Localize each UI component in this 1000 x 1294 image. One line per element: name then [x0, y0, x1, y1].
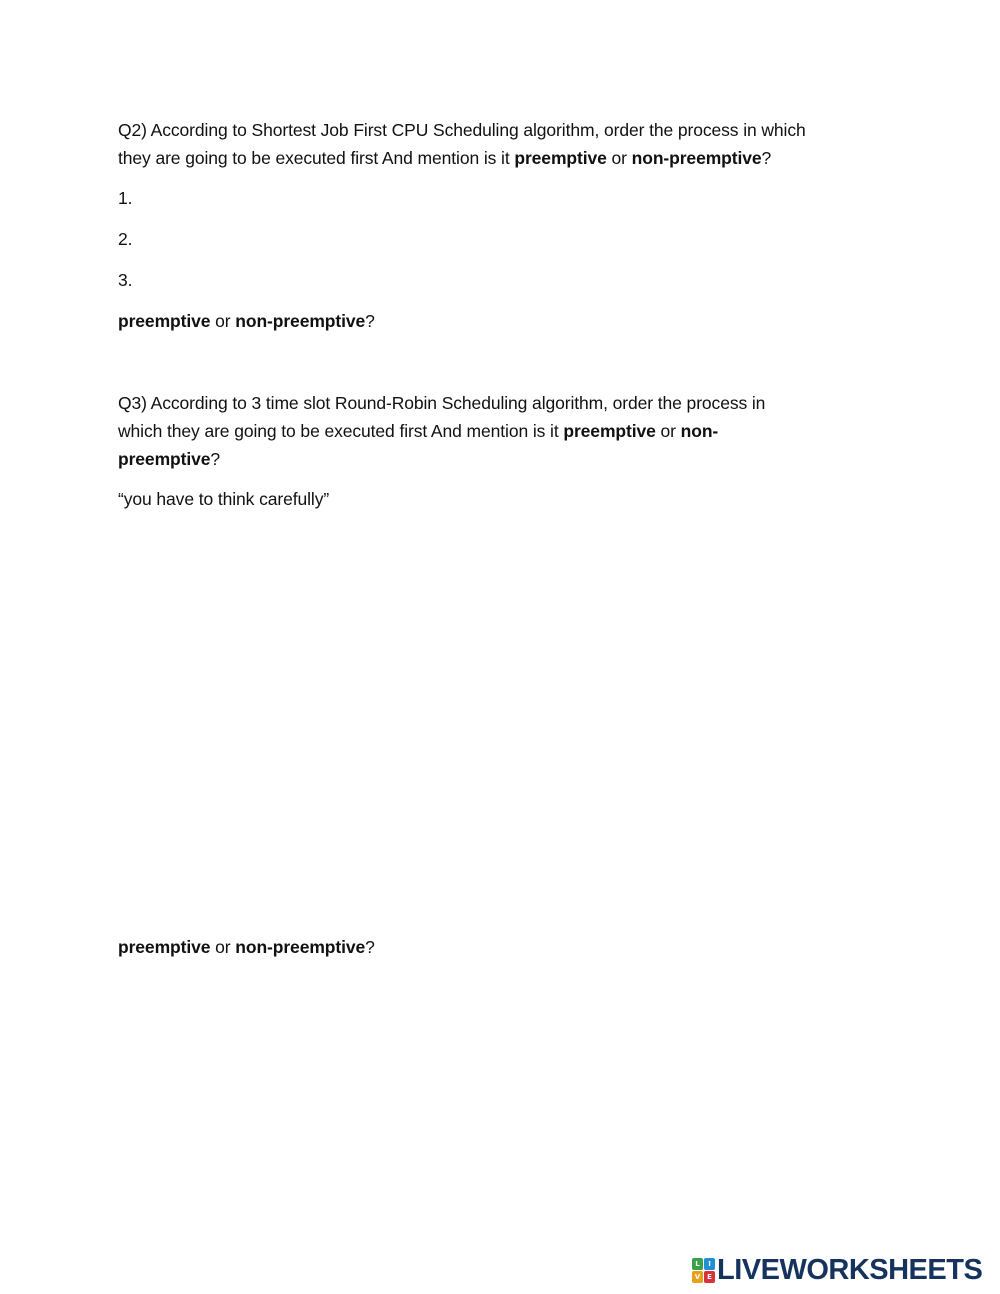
- option-non-preemptive-part-2: preemptive: [118, 449, 211, 469]
- or-word: or: [606, 148, 632, 168]
- q2-preemptive-choice[interactable]: [118, 307, 888, 335]
- question-2: [118, 116, 888, 172]
- or-word: or: [210, 937, 236, 957]
- answer-line-3[interactable]: 3.: [118, 270, 133, 290]
- liveworksheets-logo: [692, 1254, 982, 1286]
- question-3-line-2: which they are going to be executed first And mention is it: [118, 421, 564, 441]
- question-2-line-1: Q2) According to Shortest Job First CPU Scheduling algorithm, order the process in which: [118, 120, 806, 140]
- answer-line-2[interactable]: 2.: [118, 229, 133, 249]
- question-3-line-1: Q3) According to 3 time slot Round-Robin Scheduling algorithm, order the process in: [118, 393, 766, 413]
- choice-non-preemptive: non-preemptive: [235, 937, 366, 957]
- or-word: or: [210, 311, 236, 331]
- choice-non-preemptive: non-preemptive: [235, 311, 366, 331]
- option-preemptive: preemptive: [563, 421, 656, 441]
- question-2-line-2: they are going to be executed first And mention is it: [118, 148, 515, 168]
- choice-preemptive: preemptive: [118, 311, 211, 331]
- or-word: or: [655, 421, 681, 441]
- question-mark: ?: [210, 449, 221, 469]
- question-mark: ?: [365, 311, 375, 331]
- logo-square-l: L: [692, 1258, 703, 1270]
- option-preemptive: preemptive: [514, 148, 607, 168]
- liveworksheets-logo-icon: [692, 1258, 714, 1282]
- question-mark: ?: [365, 937, 375, 957]
- logo-square-i: I: [704, 1258, 715, 1270]
- q3-preemptive-choice[interactable]: [118, 933, 888, 961]
- logo-square-v: V: [692, 1271, 703, 1283]
- option-non-preemptive: non-preemptive: [631, 148, 762, 168]
- logo-square-e: E: [704, 1271, 715, 1283]
- answer-line-1[interactable]: 1.: [118, 188, 133, 208]
- choice-preemptive: preemptive: [118, 937, 211, 957]
- option-non-preemptive-part-1: non-: [680, 421, 719, 441]
- question-mark: ?: [761, 148, 772, 168]
- hint-note: “you have to think carefully”: [118, 489, 330, 509]
- question-3: [118, 389, 848, 473]
- liveworksheets-logo-text: LIVEWORKSHEETS: [717, 1254, 983, 1286]
